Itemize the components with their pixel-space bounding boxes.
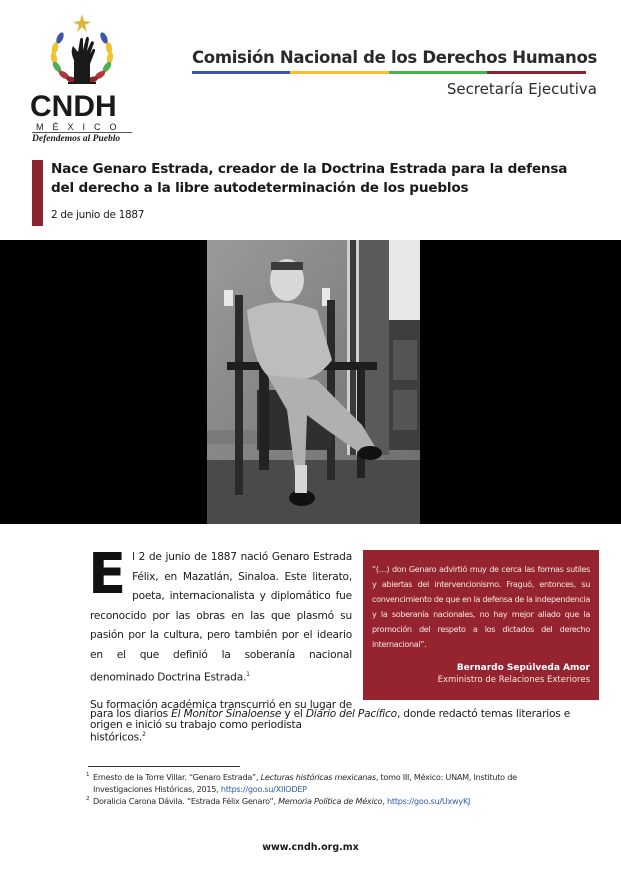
rule-segment-yellow: [290, 71, 389, 74]
footnote-text: ,: [382, 796, 388, 806]
raised-hand-wreath-icon: [40, 12, 124, 90]
drop-cap: E: [88, 542, 127, 607]
organization-name: Comisión Nacional de los Derechos Humanos: [191, 48, 597, 67]
department-name: Secretaría Ejecutiva: [446, 80, 597, 98]
paragraph-2-continued: [90, 705, 590, 748]
paragraph-2-text: y el: [281, 708, 306, 720]
footnote-text: Doralicia Carona Dávila. “Estrada Félix Genaro”,: [93, 796, 279, 806]
footnote-divider: [88, 766, 240, 767]
article-heading: [32, 160, 592, 226]
article-title: Nace Genaro Estrada, creador de la Doctrina Estrada para la defensa del derecho a la libre autodeterminación de los pueblos: [51, 161, 568, 196]
footnote-2: [86, 795, 556, 807]
rule-segment-blue: [192, 71, 291, 74]
logo-acronym: CNDH: [30, 90, 117, 123]
footnotes: [86, 771, 556, 807]
organization-header: [192, 48, 597, 98]
footnote-source-title: Lecturas históricas mexicanas: [260, 772, 376, 782]
color-rule: [192, 71, 586, 74]
footnote-1: [86, 771, 556, 795]
photo-band: [0, 240, 621, 524]
footnote-link[interactable]: https://goo.su/XIIODEP: [220, 784, 307, 794]
footnote-link[interactable]: https://goo.su/UxwyKJ: [387, 796, 471, 806]
footnote-ref-1[interactable]: 1: [246, 671, 250, 678]
cndh-logo: [22, 12, 142, 144]
quote-author-role: Exministro de Relaciones Exteriores: [437, 675, 590, 686]
rule-segment-red: [487, 71, 586, 74]
paragraph-1-text: l 2 de junio de 1887 nació Genaro Estrada Félix, en Mazatlán, Sinaloa. Este literato, poeta, internacionalista y diplomático fue reconocido por las obras en las que plasmó su pasión por la cultura, pero también por el ideario en el que definió la soberanía nacional denominado Doctrina Estrada.: [90, 551, 352, 684]
rule-segment-green: [389, 71, 488, 74]
footnote-source-title: Memoria Política de México: [278, 796, 383, 806]
quote-author: Bernardo Sepúlveda Amor: [456, 663, 590, 674]
paragraph-2-text: , donde redactó temas literarios e históricos.: [90, 708, 571, 744]
footnote-ref-2[interactable]: 2: [142, 730, 146, 738]
quote-text: “(…) don Genaro advirtió muy de cerca las formas sutiles y abiertas del intervencionismo. Fraguó, entonces, su convencimiento de que en la defensa de la independencia y la soberanía nacionales, no hay mejor aliado que la promoción del respeto a los dictados del derecho internacional”.: [372, 564, 590, 649]
portrait-photo: [207, 240, 420, 524]
quote-box: [363, 550, 599, 700]
paragraph-2-text: para los diarios: [90, 708, 172, 720]
logo-divider: [32, 132, 132, 133]
website-link[interactable]: www.cndh.org.mx: [262, 842, 359, 853]
footnote-number: 2: [86, 796, 90, 802]
footnote-text: Ernesto de la Torre Villar. “Genaro Estrada”,: [93, 772, 261, 782]
paragraph-2-start: Su formación académica transcurrió en su lugar de origen e inició su trabajo como periodista: [90, 699, 352, 731]
logo-country: MÉXICO: [36, 122, 126, 132]
footnote-text: , tomo III, México: UNAM, Instituto de Investigaciones Históricas, 2015,: [93, 772, 517, 794]
article-date: 2 de junio de 1887: [51, 209, 145, 221]
newspaper-2: Diario del Pacífico: [305, 708, 397, 720]
title-accent-bar: [32, 160, 43, 226]
newspaper-1: El Monitor Sinaloense: [171, 708, 282, 720]
logo-slogan: Defendemos al Pueblo: [32, 134, 121, 144]
footnote-number: 1: [86, 772, 90, 778]
paragraph-1: [88, 542, 352, 688]
